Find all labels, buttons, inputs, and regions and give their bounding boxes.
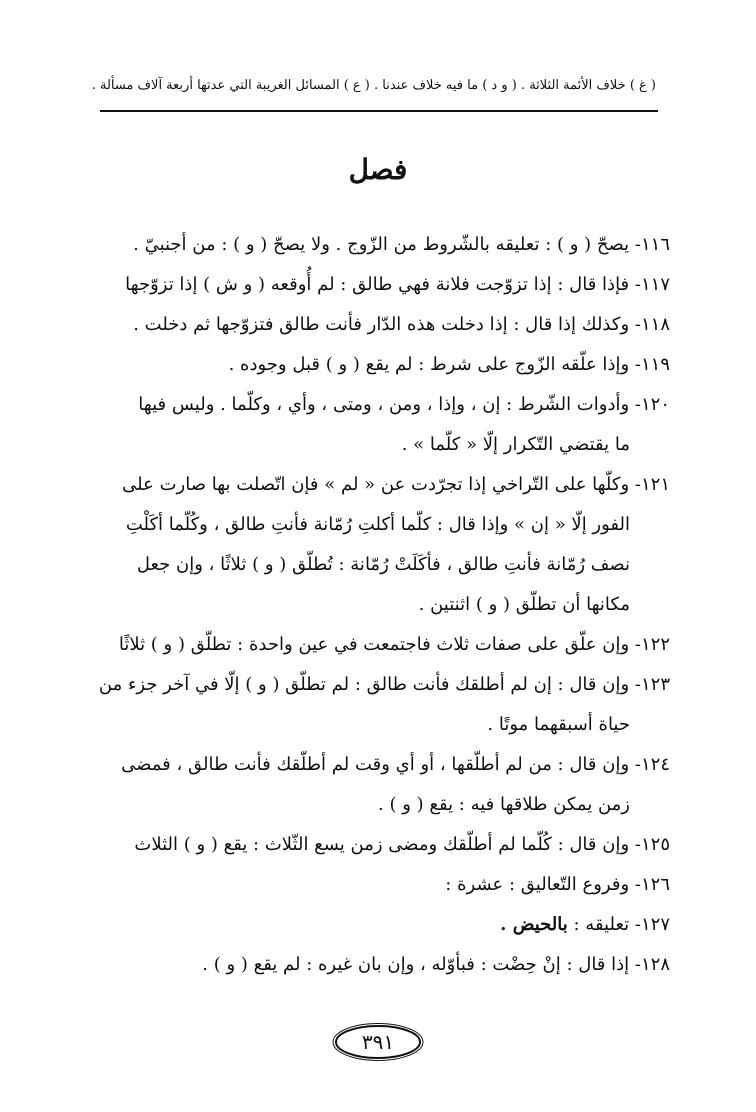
item-line: فإذا قال : إذا تزوّجت فلانة فهي طالق : لم أُوقعه ( و ش ) إذا تزوّجها	[125, 274, 630, 295]
item-line: وإن قال : إن لم أطلقك فأنت طالق : لم تطلّق ( و ) إلّا في آخر جزء من	[98, 674, 630, 695]
item-line: وفروع التّعاليق : عشرة :	[445, 874, 630, 895]
list-item	[102, 625, 670, 665]
item-number: ١٢٢-	[634, 634, 670, 655]
item-line: ما يقتضي التّكرار إلّا « كلّما » .	[401, 434, 630, 455]
item-line: وإن قال : كُلّما لم أطلّقك ومضى زمن يسع الثّلاث : يقع ( و ) الثلاث	[134, 834, 630, 855]
item-number: ١٢٥-	[634, 834, 670, 855]
item-number: ١٢٨-	[634, 954, 670, 975]
item-number: ١١٩-	[634, 354, 670, 375]
list-item	[102, 345, 670, 385]
item-number: ١٢٤-	[634, 754, 670, 775]
item-number: ١٢٧-	[634, 914, 670, 935]
section-heading: فصل	[348, 153, 408, 186]
item-line: وكلّها على التّراخي إذا تجرّدت عن « لم » فإن اتّصلت بها صارت على	[122, 474, 630, 495]
item-number: ١٢٠-	[634, 394, 670, 415]
list-item	[102, 865, 670, 905]
running-header: ( غ ) خلاف الأئمة الثلاثة . ( و د ) ما فيه خلاف عندنا . ( ع ) المسائل الغريبة التي عدتها أربعة آلاف مسألة .	[91, 78, 656, 93]
item-line: زمن يمكن طلاقها فيه : يقع ( و ) .	[378, 794, 630, 815]
item-line: نصف رُمّانة فأنتِ طالق ، فأكَلَتْ رُمّانة : تُطلّق ( و ) ثلاثًا ، وإن جعل	[136, 554, 630, 575]
body-text	[98, 225, 670, 985]
page-number: ٣٩١	[361, 1030, 395, 1054]
item-emphasis: بالحيض .	[500, 914, 568, 935]
item-number: ١١٧-	[634, 274, 670, 295]
item-line: مكانها أن تطلّق ( و ) اثنتين .	[418, 594, 630, 615]
list-item	[102, 745, 670, 825]
item-line: إذا قال : إنْ حِضْت : فبأوّله ، وإن بان غيره : لم يقع ( و ) .	[202, 954, 630, 975]
list-item	[102, 825, 670, 865]
list-item	[102, 945, 670, 985]
item-line: تعليقه :	[573, 914, 630, 935]
item-number: ١٢٣-	[634, 674, 670, 695]
header-divider	[100, 110, 658, 112]
list-item	[102, 265, 670, 305]
item-number: ١٢٦-	[634, 874, 670, 895]
list-item	[102, 385, 670, 465]
item-line: يصحّ ( و ) : تعليقه بالشّروط من الزّوج . ولا يصحّ ( و ) : من أجنبيّ .	[133, 234, 630, 255]
item-line: وإن قال : من لم أطلّقها ، أو أي وقت لم أطلّقك فأنت طالق ، فمضى	[121, 754, 630, 775]
list-item	[102, 465, 670, 625]
item-line: وأدوات الشّرط : إن ، وإذا ، ومن ، ومتى ، وأي ، وكلّما . وليس فيها	[138, 394, 630, 415]
item-number: ١١٦-	[634, 234, 670, 255]
list-item	[98, 665, 670, 745]
list-item	[102, 305, 670, 345]
item-line: وإذا علّقه الزّوج على شرط : لم يقع ( و ) قبل وجوده .	[228, 354, 630, 375]
item-line: حياة أسبقهما موتًا .	[487, 714, 630, 735]
item-line: الفور إلّا « إن » وإذا قال : كلّما أكلتِ رُمّانة فأنتِ طالق ، وكُلّما أكَلْتِ	[125, 514, 630, 535]
item-line: وكذلك إذا قال : إذا دخلت هذه الدّار فأنت طالق فتزوّجها ثم دخلت .	[133, 314, 630, 335]
item-number: ١٢١-	[634, 474, 670, 495]
item-line: وإن علّق على صفات ثلاث فاجتمعت في عين واحدة : تطلّق ( و ) ثلاثًا	[118, 634, 630, 655]
page-number-badge	[332, 1022, 424, 1062]
list-item	[102, 225, 670, 265]
list-item	[102, 905, 670, 945]
item-number: ١١٨-	[634, 314, 670, 335]
